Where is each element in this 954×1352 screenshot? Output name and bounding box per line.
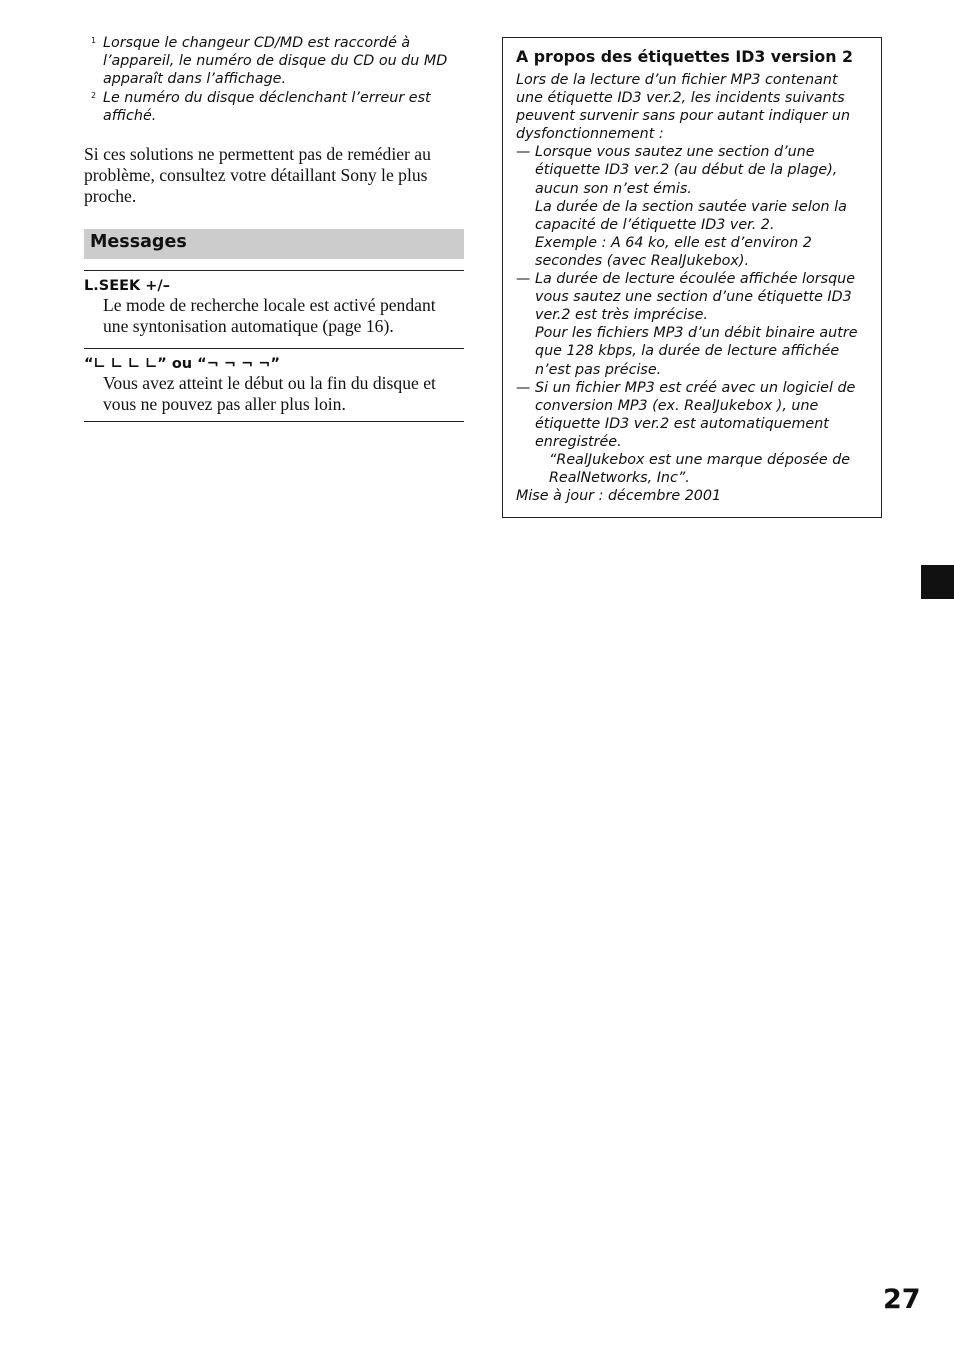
message-title: L.SEEK +/– [84,278,170,295]
message-entry [84,270,464,337]
footnote-text: Le numéro du disque déclenchant l’erreur est affiché. [103,89,431,124]
id3-item-1-example: Exemple : A 64 ko, elle est d’environ 2 secondes (avec RealJukebox). [535,234,812,269]
footnote-number: 1 [91,36,97,45]
dash-bullet: — [516,271,531,288]
left-column [84,34,464,422]
dash-bullet: — [516,144,531,161]
id3-item-3 [516,379,869,451]
message-description: Vous avez atteint le début ou la fin du disque et vous ne pouvez pas aller plus loin. [103,373,436,414]
footnote-1 [84,34,464,89]
id3-item-text: La durée de lecture écoulée affichée lorsque vous sautez une section d’une étiquette ID3 ver.2 est très imprécise. [535,271,856,324]
message-entry [84,348,464,415]
id3-item-2 [516,270,869,324]
section-tab-marker [921,565,954,599]
update-date: Mise à jour : décembre 2001 [516,488,722,505]
footnote-number: 2 [91,90,97,100]
dash-bullet: — [516,379,531,396]
advice-paragraph: Si ces solutions ne permettent pas de remédier au problème, consultez votre détaillant Sony le plus proche. [84,144,431,206]
message-description: Le mode de recherche locale est activé pendant une syntonisation automatique (page 16). [103,295,436,337]
footnote-2 [84,89,464,125]
id3-info-box [502,37,882,518]
id3-intro: Lors de la lecture d’un fichier MP3 contenant une étiquette ID3 ver.2, les incidents suivants peuvent survenir sans pour autant indiquer un dysfonctionnement : [516,72,851,143]
id3-item-2-detail: Pour les fichiers MP3 d’un débit binaire autre que 128 kbps, la durée de lecture affichée n’est pas précise. [535,325,858,378]
trademark-note: “RealJukebox est une marque déposée de RealNetworks, Inc”. [549,451,851,487]
id3-item-1-detail: La durée de la section sautée varie selon la capacité de l’étiquette ID3 ver. 2. [535,198,847,233]
id3-item-text: Lorsque vous sautez une section d’une étiquette ID3 ver.2 (au début de la plage), aucun son n’est émis. [535,144,838,197]
id3-box-title: A propos des étiquettes ID3 version 2 [516,47,854,66]
id3-item-1 [516,143,869,197]
divider [84,421,464,422]
id3-item-text: Si un fichier MP3 est créé avec un logiciel de conversion MP3 (ex. RealJukebox ), une étiquette ID3 ver.2 est automatiquement enregistrée. [535,379,856,450]
message-title: “∟ ∟ ∟ ∟” ou “¬ ¬ ¬ ¬” [84,356,280,372]
footnote-text: Lorsque le changeur CD/MD est raccordé à l’appareil, le numéro de disque du CD ou du MD apparaît dans l’affichage. [103,35,448,88]
page-number: 27 [883,1284,921,1315]
messages-heading: Messages [84,229,464,259]
